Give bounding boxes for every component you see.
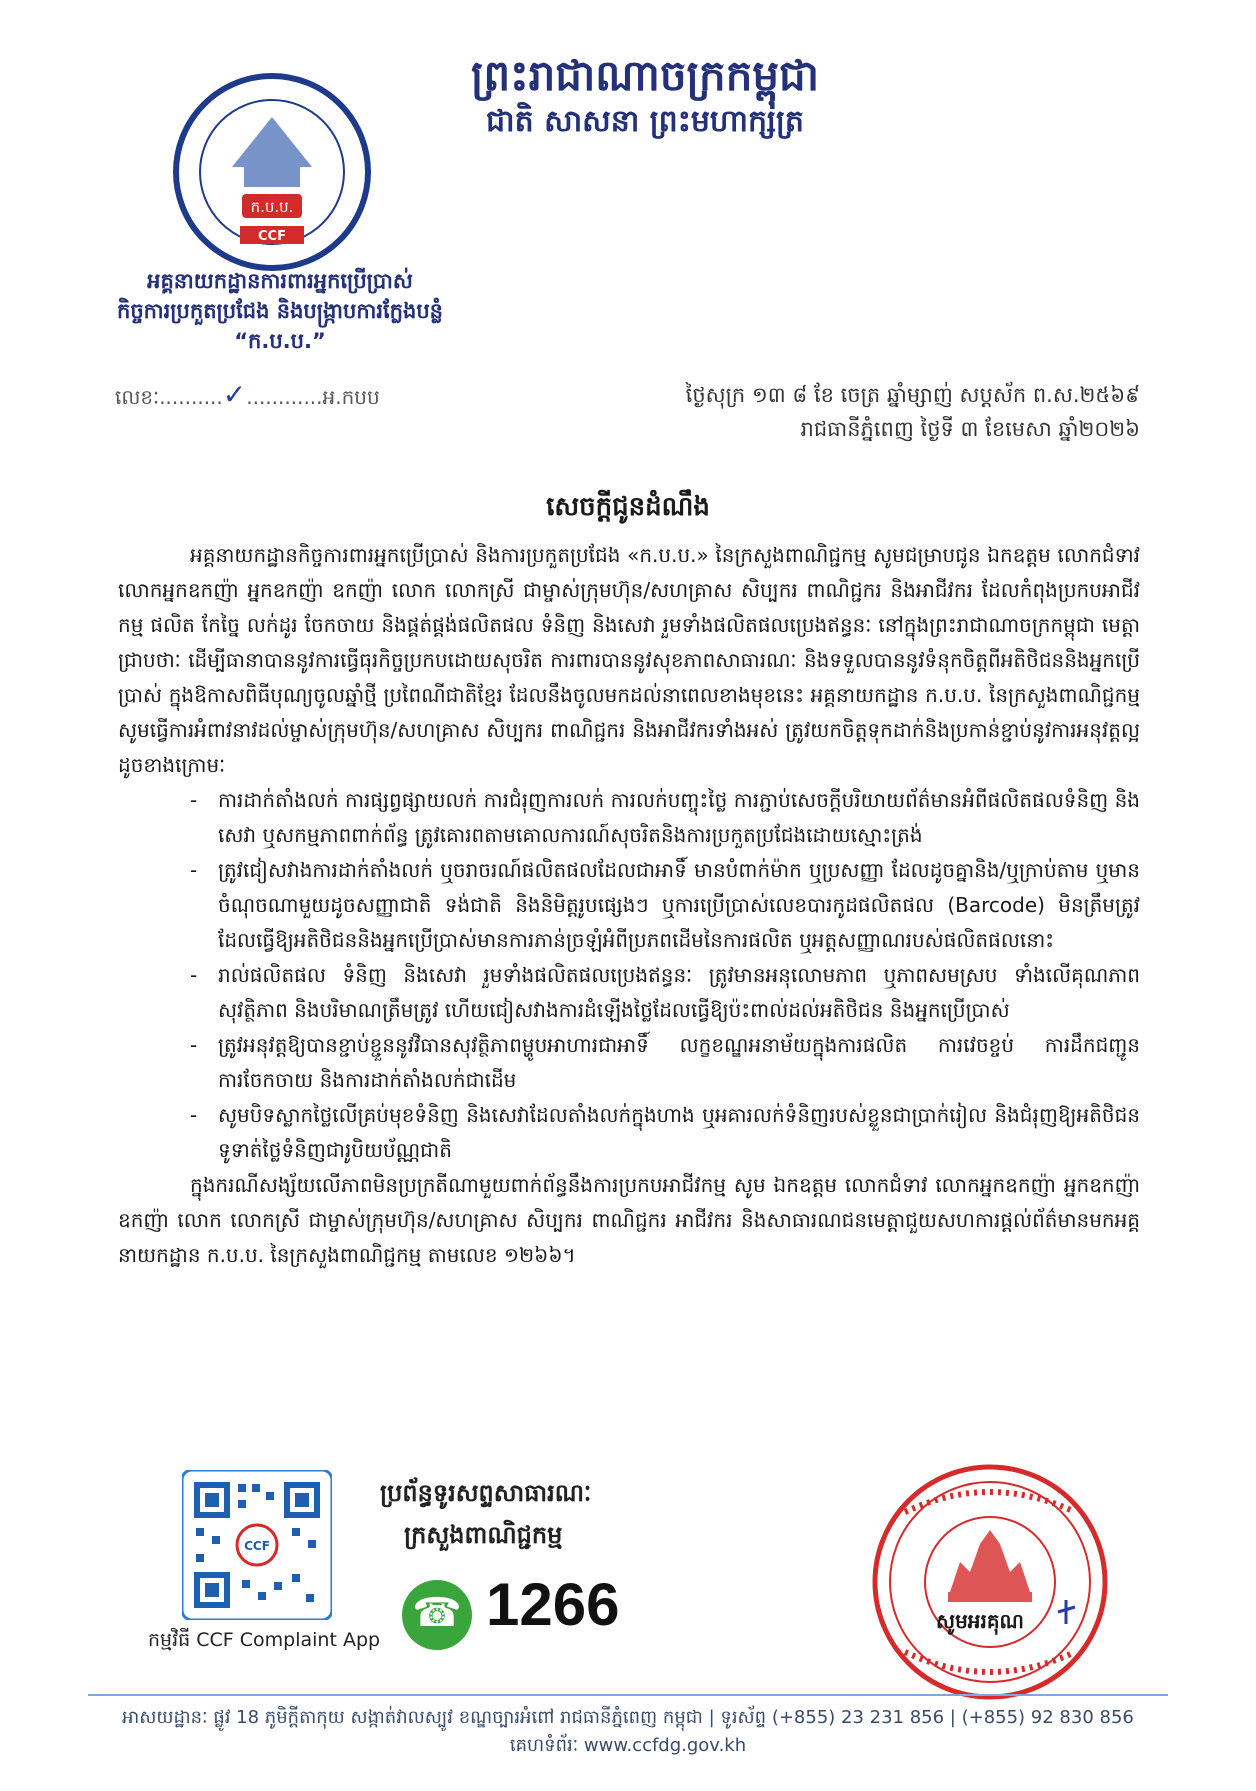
qr-center-text: CCF [244, 1539, 270, 1553]
lunar-date: ថ្ងៃសុក្រ ១៣ ៨ ខែ ចេត្រ ឆ្នាំម្សាញ់ សប្តស័ក ព.ស.២៥៦៩ [685, 383, 1140, 407]
kingdom-title: ព្រះរាជាណាចក្រកម្ពុជា [470, 51, 820, 100]
intro-paragraph: អគ្គនាយកដ្ឋានកិច្ចការពារអ្នកប្រើប្រាស់ និងការប្រកួតប្រជែង «ក.ប.ប.» នៃក្រសួងពាណិជ្ជកម្ម សូមជម្រាបជូន ឯកឧត្តម លោកជំទាវ លោកអ្នកឧកញ៉ា អ្នកឧកញ៉ា ឧកញ៉ា លោក លោកស្រី ជាម្ចាស់ក្រុមហ៊ុន/សហគ្រាស សិប្បករ ពាណិជ្ជករ និងអាជីវករ ដែលកំពុងប្រកបអាជីវកម្ម ផលិត កែច្នៃ លក់ដូរ ចែកចាយ និងផ្គត់ផ្គង់ផលិតផល ទំនិញ និងសេវា រួមទាំងផលិតផលប្រេងឥន្ធនៈ នៅក្នុងព្រះរាជាណាចក្រកម្ពុជា មេត្តាជ្រាបថាៈ ដើម្បីធានាបាននូវការធ្វើធុរកិច្ចប្រកបដោយសុចរិត ការពារបាននូវសុខភាពសាធារណៈ និងទទួលបាននូវទំនុកចិត្តពីអតិថិជននិងអ្នកប្រើប្រាស់ ក្នុងឱកាសពិធីបុណ្យចូលឆ្នាំថ្មី ប្រពៃណីជាតិខ្មែរ ដែលនឹងចូលមកដល់នាពេលខាងមុខនេះ អគ្គនាយកដ្ឋាន ក.ប.ប. នៃក្រសួងពាណិជ្ជកម្ម សូមធ្វើការអំពាវនាវដល់ម្ចាស់ក្រុមហ៊ុន/សហគ្រាស សិប្បករ ពាណិជ្ជករ និងអាជីវករទាំងអស់ ត្រូវយកចិត្តទុកដាក់និងប្រកាន់ខ្ជាប់នូវការអនុវត្តល្អ ដូចខាងក្រោមៈ [118, 543, 1140, 777]
ccf-logo [172, 72, 372, 272]
footer-address: អាសយដ្ឋានៈ ផ្លូវ 18 ភូមិក្តីតាកុយ សង្កាត់វាលស្បូវ ខណ្ឌច្បារអំពៅ រាជធានីភ្នំពេញ កម្ពុជា | ទូរស័ព្ទ (+855) 23 231 856 | (+855) 92 830 856 [122, 1707, 1134, 1728]
footer-website[interactable]: គេហទំព័រៈ www.ccfdg.gov.kh [509, 1735, 747, 1756]
footer [88, 1704, 1168, 1760]
org-line-3: “ក.ប.ប.” [234, 329, 326, 353]
guideline-item: - រាល់ផលិតផល ទំនិញ និងសេវា រួមទាំងផលិតផលប្រេងឥន្ធនៈ ត្រូវមានអនុលោមភាព ឬភាពសមស្រប ទាំងលើគុណភាព សុវត្ថិភាព និងបរិមាណត្រឹមត្រូវ ហើយជៀសវាងការដំឡើងថ្លៃដែលធ្វើឱ្យប៉ះពាល់ដល់អតិថិជន និងអ្នកប្រើប្រាស់ [118, 958, 1140, 1028]
official-seal [860, 1452, 1130, 1712]
reference-number [115, 378, 380, 414]
guideline-item: - ត្រូវអនុវត្តឱ្យបានខ្ជាប់ខ្ជួននូវវិធានសុវត្ថិភាពម្ហូបអាហារជាអាទិ៍ លក្ខខណ្ឌអនាម័យក្នុងការផលិត ការវេចខ្ចប់ ការដឹកជញ្ជូន ការចែកចាយ និងការដាក់តាំងលក់ជាដើម [118, 1028, 1140, 1098]
qr-code[interactable] [182, 1470, 332, 1620]
guideline-item: - ត្រូវជៀសវាងការដាក់តាំងលក់ ឬចរាចរណ៍ផលិតផលដែលជាអាទិ៍ មានបំពាក់ម៉ាក ឬប្រសញ្ញា ដែលដូចគ្នានិង/ឬក្រាប់តាម ឬមានចំណុចណាមួយដូចសញ្ញាជាតិ ទង់ជាតិ និងនិមិត្តរូបផ្សេងៗ ឬការប្រើប្រាស់លេខបារកូដផលិតផល (Barcode) មិនត្រឹមត្រូវ ដែលធ្វើឱ្យអតិថិជននិងអ្នកប្រើប្រាស់មានការភាន់ច្រឡំអំពីប្រភពដើមនៃការផលិត ឬអត្តសញ្ញាណរបស់ផលិតផលនោះ [118, 853, 1140, 958]
seal-signature: សូមអរគុណ [936, 1609, 1024, 1633]
hotline-number[interactable]: 1266 [486, 1571, 620, 1638]
org-line-2: កិច្ចការប្រកួតប្រជែង និងបង្ក្រាបការក្លែងបន្លំ [116, 299, 443, 323]
guideline-list [118, 783, 1140, 1168]
hotline-title: ប្រព័ន្ធទូរសព្ទសាធារណៈ [380, 1479, 592, 1507]
closing-paragraph: ក្នុងករណីសង្ស័យលើភាពមិនប្រក្រតីណាមួយពាក់ព័ន្ធនឹងការប្រកបអាជីវកម្ម សូម ឯកឧត្តម លោកជំទាវ លោកអ្នកឧកញ៉ា អ្នកឧកញ៉ា ឧកញ៉ា លោក លោកស្រី ជាម្ចាស់ក្រុមហ៊ុន/សហគ្រាស សិប្បករ ពាណិជ្ជករ អាជីវករ និងសាធារណជនមេត្តាជួយសហការផ្តល់ព័ត៌មានមកអគ្គនាយកដ្ឋាន ក.ប.ប. នៃក្រសួងពាណិជ្ជកម្ម តាមលេខ ១២៦៦។ [118, 1173, 1140, 1267]
logo-ribbon-text: CCF [258, 229, 286, 244]
reference-suffix: ............អ.កបប [246, 385, 380, 409]
logo-badge-text: ក.ប.ប. [250, 198, 294, 216]
national-motto: ជាតិ សាសនា ព្រះមហាក្សត្រ [486, 104, 804, 139]
footer-divider [88, 1694, 1168, 1696]
qr-label: កម្មវិធី CCF Complaint App [148, 1629, 381, 1651]
guideline-item: - សូមបិទស្លាកថ្លៃលើគ្រប់មុខទំនិញ និងសេវាដែលតាំងលក់ក្នុងហាង ឬអគារលក់ទំនិញរបស់ខ្លួនជាប្រាក់រៀល និងជំរុញឱ្យអតិថិជនទូទាត់ថ្លៃទំនិញជារូបិយប័ណ្ណជាតិ [118, 1098, 1140, 1168]
document-subject: សេចក្តីជូនដំណឹង [546, 492, 710, 522]
reference-mark: ✓ [222, 378, 247, 411]
document-body [118, 538, 1140, 1273]
reference-prefix: លេខៈ.......... [115, 385, 223, 409]
document-date [548, 378, 1140, 446]
phone-icon: ☎ [402, 1580, 472, 1650]
organization-name [80, 266, 480, 356]
kingdom-header [430, 50, 860, 142]
gregorian-date: រាជធានីភ្នំពេញ ថ្ងៃទី ៣ ខែមេសា ឆ្នាំ២០២៦ [800, 417, 1140, 441]
org-line-1: អគ្គនាយកដ្ឋានការពារអ្នកប្រើប្រាស់ [147, 269, 413, 293]
hotline-ministry: ក្រសួងពាណិជ្ជកម្ម [404, 1521, 563, 1549]
guideline-item: - ការដាក់តាំងលក់ ការផ្សព្វផ្សាយលក់ ការជំរុញការលក់ ការលក់បញ្ចុះថ្លៃ ការភ្ជាប់សេចក្តីបរិយាយព័ត៌មានអំពីផលិតផលទំនិញ និងសេវា ឬសកម្មភាពពាក់ព័ន្ធ ត្រូវគោរពតាមគោលការណ៍សុចរិតនិងការប្រកួតប្រជែងដោយស្មោះត្រង់ [118, 783, 1140, 853]
